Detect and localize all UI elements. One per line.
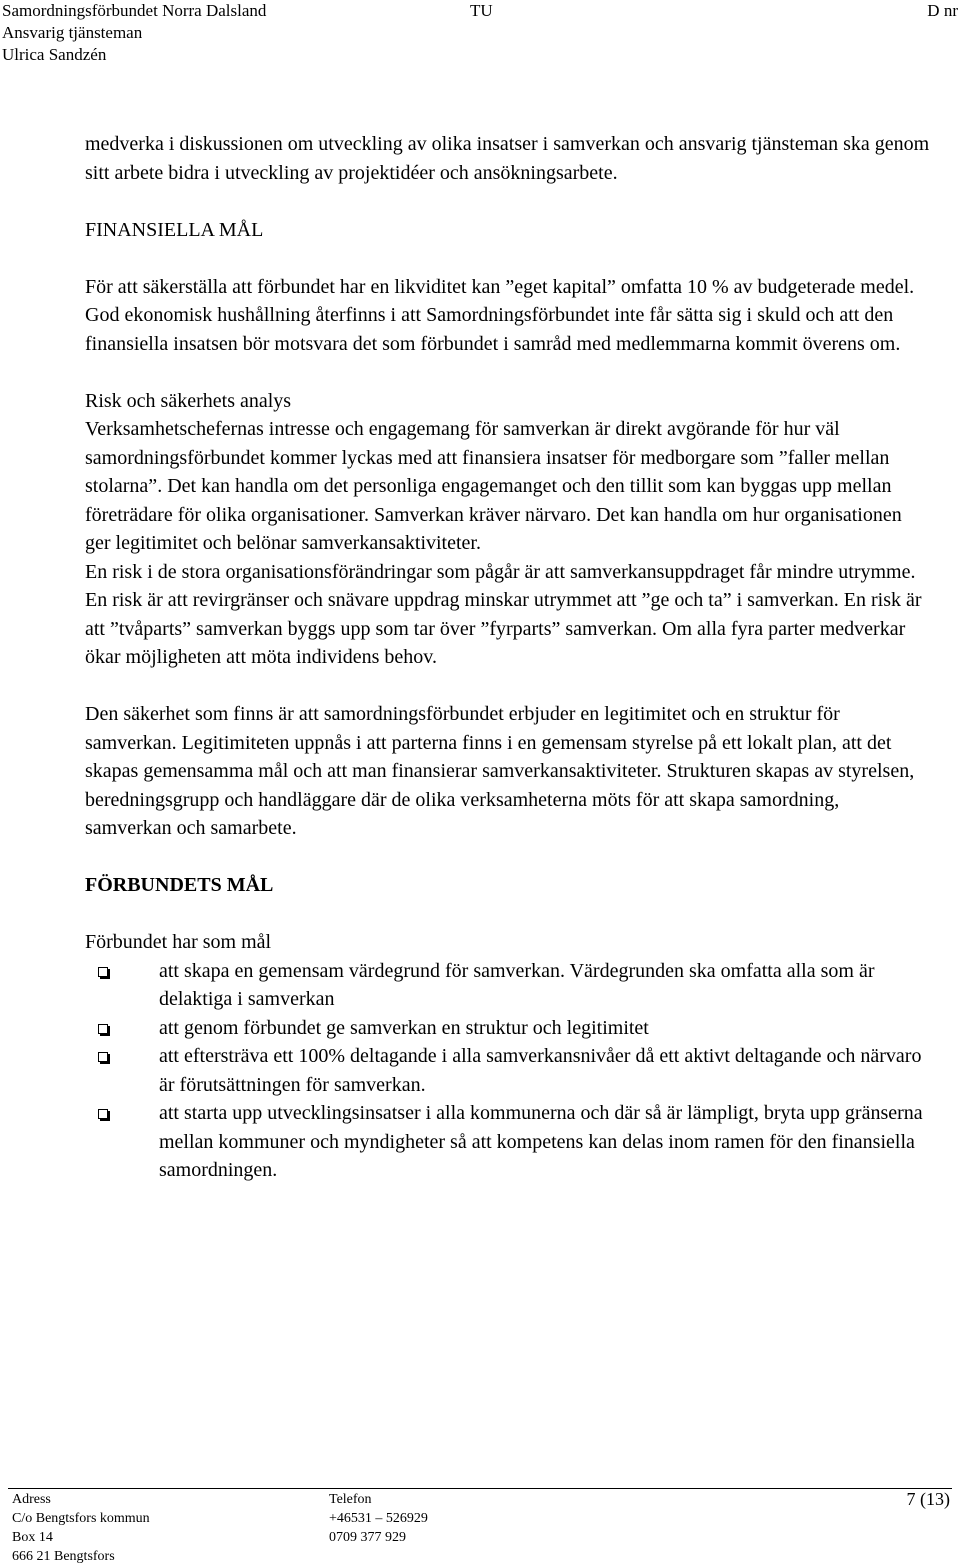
checkbox-bullet-icon [98, 1052, 108, 1062]
page-header [2, 0, 958, 66]
footer-address-label: Adress [12, 1492, 51, 1507]
goal-text: att skapa en gemensam värdegrund för samverkan. Värdegrunden ska omfatta alla som är delaktiga i samverkan [159, 959, 875, 1010]
finansiella-heading: FINANSIELLA MÅL [85, 218, 264, 241]
intro-paragraph: medverka i diskussionen om utveckling av olika insatser i samverkan och ansvarig tjänsteman ska genom sitt arbete bidra i utveckling av projektidéer och ansökningsarbete. [85, 133, 930, 184]
footer-divider [8, 1488, 952, 1489]
checkbox-bullet-icon [98, 967, 108, 977]
page-footer [0, 1488, 960, 1567]
list-item [85, 1014, 930, 1043]
footer-phone [329, 1490, 428, 1547]
list-item [85, 957, 930, 1014]
goal-text: att starta upp utvecklingsinsatser i alla kommunerna och där så är lämpligt, bryta upp gränserna mellan kommuner och myndigheter så att kompetens kan delas inom ramen för den finansiella samordningen. [159, 1102, 923, 1181]
header-person: Ulrica Sandzén [2, 45, 107, 64]
header-role: Ansvarig tjänsteman [2, 23, 143, 42]
footer-phone-number: +46531 – 526929 [329, 1511, 428, 1526]
footer-address-line: 666 21 Bengtsfors [12, 1549, 115, 1564]
risk-heading: Risk och säkerhets analys [85, 389, 292, 412]
checkbox-bullet-icon [98, 1024, 108, 1034]
sakerhet-paragraph: Den säkerhet som finns är att samordningsförbundet erbjuder en legitimitet och en struktur för samverkan. Legitimiteten uppnås i att parterna finns i en gemensam styrelse på ett lokalt plan, att det skapas gemensamma mål och att man finansierar samverkansaktiviteter. Strukturen skapas av styrelsen, beredningsgrupp och handläggare där de olika verksamheterna möts för att skapa samordning, samverkan och samarbete. [85, 703, 915, 839]
footer-address [12, 1490, 150, 1566]
risk-paragraph-2: En risk i de stora organisationsförändringar som pågår är att samverkansuppdraget får mindre utrymme. En risk är att revirgränser och snävare uppdrag minskar utrymmet att ”ge och ta” i samverkan. En risk är att ”tvåparts” samverkan byggs upp som tar över ”fyrparts” samverkan. Om alla fyra parter medverkar ökar möjligheten att möta individens behov. [85, 560, 922, 668]
finansiella-paragraph: För att säkerställa att förbundet har en likviditet kan ”eget kapital” omfatta 10 % av budgeterade medel. God ekonomisk hushållning återfinns i att Samordningsförbundet inte får sätta sig i skuld och att den finansiella insatsen bör motsvara det som förbundet i samråd med medlemmarna kommit överens om. [85, 275, 915, 355]
goals-checklist [85, 957, 930, 1185]
footer-address-line: C/o Bengtsfors kommun [12, 1511, 150, 1526]
header-diary-number-label: D nr [927, 1, 958, 20]
forbundets-heading: FÖRBUNDETS MÅL [85, 874, 274, 896]
goal-text: att eftersträva ett 100% deltagande i alla samverkansnivåer då ett aktivt deltagande och närvaro är förutsättningen för samverkan. [159, 1045, 922, 1096]
page-number: 7 (13) [906, 1489, 950, 1509]
footer-phone-label: Telefon [329, 1492, 372, 1507]
list-item [85, 1099, 930, 1185]
list-item [85, 1042, 930, 1099]
goal-text: att genom förbundet ge samverkan en struktur och legitimitet [159, 1016, 649, 1039]
risk-paragraph-1: Verksamhetschefernas intresse och engagemang för samverkan är direkt avgörande för hur väl samordningsförbundet kommer lyckas med att finansiera insatser för medborgare som ”faller mellan stolarna”. Det kan handla om det personliga engagemanget och den tillit som kan byggas upp mellan företrädare för olika organisationer. Samverkan kräver närvaro. Det kan handla om hur organisationen ger legitimitet och belönar samverkansaktiviteter. [85, 418, 902, 554]
checkbox-bullet-icon [98, 1109, 108, 1119]
header-organization: Samordningsförbundet Norra Dalsland [2, 1, 267, 20]
header-center-label: TU [470, 1, 493, 20]
document-body [85, 130, 930, 1185]
footer-address-line: Box 14 [12, 1530, 53, 1545]
goals-intro: Förbundet har som mål [85, 931, 272, 953]
footer-phone-number: 0709 377 929 [329, 1530, 406, 1545]
